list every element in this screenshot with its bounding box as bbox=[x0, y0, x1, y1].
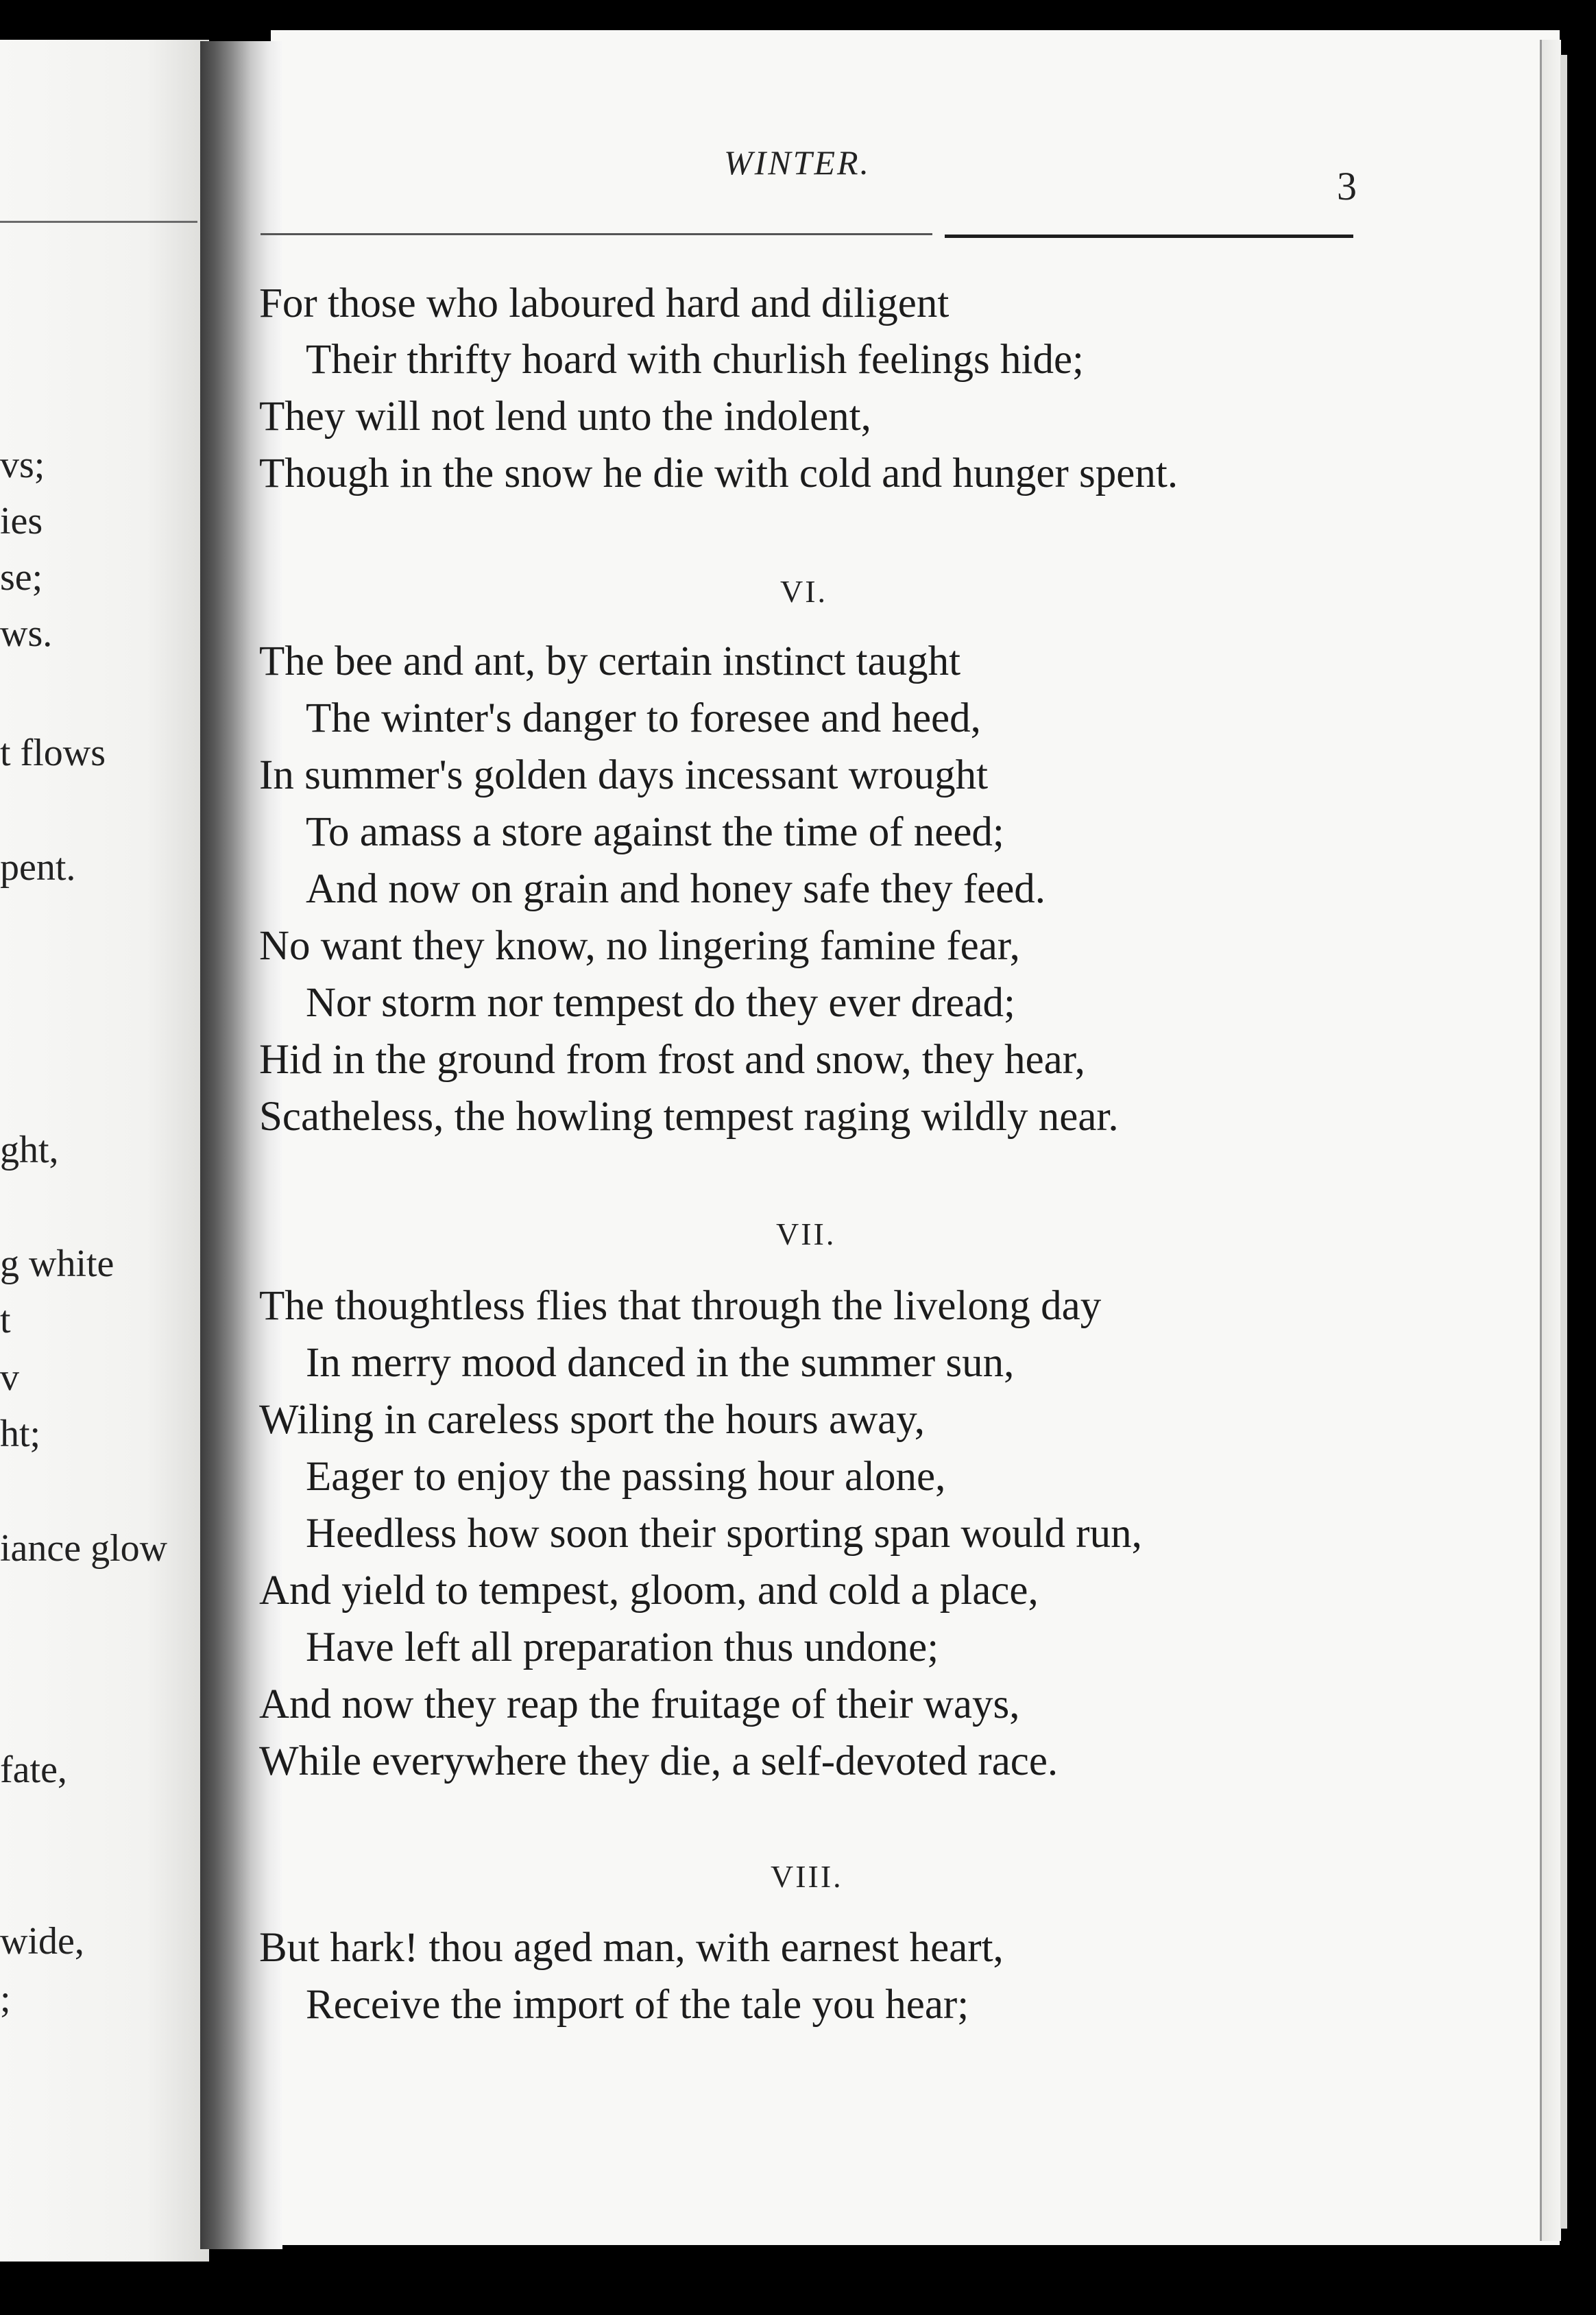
verse-line: Nor storm nor tempest do they ever dread; bbox=[306, 980, 1016, 1026]
stanza-numeral: VII. bbox=[776, 1216, 836, 1251]
running-head: WINTER. bbox=[724, 143, 871, 182]
previous-page-fragment: se; bbox=[0, 556, 43, 599]
verse-line: Receive the import of the tale you hear; bbox=[306, 1982, 969, 2028]
verse-line: And now on grain and honey safe they feed. bbox=[306, 866, 1046, 912]
page-edge bbox=[1540, 40, 1561, 2241]
previous-page-fragment: ies bbox=[0, 500, 43, 542]
verse-line: To amass a store against the time of need; bbox=[306, 809, 1004, 855]
previous-page-fragment: ; bbox=[0, 1978, 11, 2020]
verse-line: Eager to enjoy the passing hour alone, bbox=[306, 1454, 946, 1500]
verse-line: Though in the snow he die with cold and hunger spent. bbox=[259, 451, 1178, 496]
previous-page-fragment: fate, bbox=[0, 1749, 67, 1791]
previous-page-fragment: ght, bbox=[0, 1129, 59, 1171]
verse-line: Their thrifty hoard with churlish feelings hide; bbox=[306, 337, 1084, 383]
verse-line: Have left all preparation thus undone; bbox=[306, 1624, 939, 1670]
previous-page-fragment: g white bbox=[0, 1243, 114, 1285]
verse-line: No want they know, no lingering famine fear, bbox=[259, 923, 1020, 969]
verse-line: They will not lend unto the indolent, bbox=[259, 394, 871, 440]
header-rule bbox=[945, 235, 1353, 238]
previous-page-fragment: t flows bbox=[0, 732, 106, 774]
verse-line: In summer's golden days incessant wrought bbox=[259, 752, 989, 798]
page-edge bbox=[1560, 55, 1567, 2229]
previous-page-fragment: ht; bbox=[0, 1413, 41, 1455]
previous-page-rule bbox=[0, 221, 197, 223]
verse-line: And yield to tempest, gloom, and cold a place, bbox=[259, 1568, 1039, 1614]
page-number: 3 bbox=[1337, 164, 1357, 208]
verse-line: Scatheless, the howling tempest raging wildly near. bbox=[259, 1094, 1119, 1140]
previous-page-fragment: t bbox=[0, 1299, 11, 1341]
verse-line: Hid in the ground from frost and snow, they hear, bbox=[259, 1037, 1085, 1083]
verse-line: The winter's danger to foresee and heed, bbox=[306, 695, 981, 741]
verse-line: The bee and ant, by certain instinct taught bbox=[259, 638, 961, 684]
previous-page-fragment: ws. bbox=[0, 612, 53, 655]
previous-page-fragment: iance glow bbox=[0, 1527, 168, 1570]
previous-page-fragment: wide, bbox=[0, 1920, 84, 1963]
previous-page-fragment: vs; bbox=[0, 444, 45, 486]
book-gutter-shadow bbox=[200, 41, 282, 2249]
stanza-numeral: VIII. bbox=[771, 1859, 843, 1894]
verse-line: Heedless how soon their sporting span would run, bbox=[306, 1511, 1142, 1557]
verse-line: Wiling in careless sport the hours away, bbox=[259, 1397, 926, 1443]
header-rule bbox=[261, 233, 932, 235]
previous-page-fragment: pent. bbox=[0, 846, 76, 889]
previous-page-fragment: v bbox=[0, 1356, 19, 1399]
verse-line: While everywhere they die, a self-devoted race. bbox=[259, 1738, 1059, 1784]
verse-line: And now they reap the fruitage of their ways, bbox=[259, 1681, 1020, 1727]
verse-line: But hark! thou aged man, with earnest heart, bbox=[259, 1925, 1004, 1971]
verse-line: The thoughtless flies that through the livelong day bbox=[259, 1283, 1102, 1329]
stanza-numeral: VI. bbox=[780, 574, 828, 609]
verse-line: In merry mood danced in the summer sun, bbox=[306, 1340, 1015, 1386]
verse-line: For those who laboured hard and diligent bbox=[259, 280, 950, 326]
